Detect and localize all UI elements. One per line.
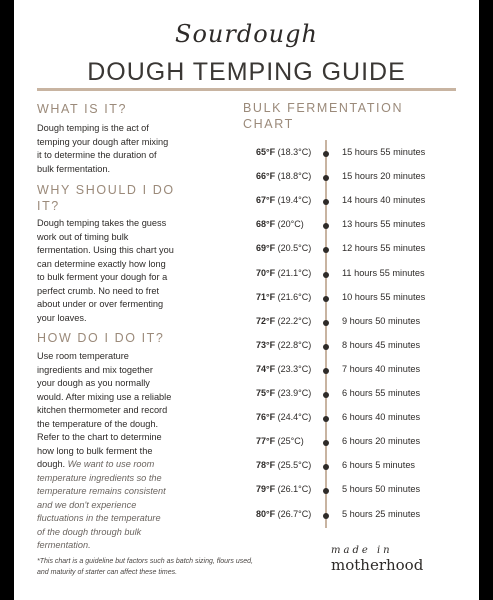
how-italic-line: fermentation. — [37, 540, 91, 550]
chart-row — [242, 268, 472, 282]
what-line: it to determine the duration of — [37, 150, 157, 160]
chart-row — [242, 509, 472, 523]
how-line: Refer to the chart to determine — [37, 432, 162, 442]
why-heading-line: WHY SHOULD I DO — [37, 183, 175, 197]
what-line: bulk fermentation. — [37, 163, 111, 174]
chart-row — [242, 388, 472, 402]
temp-celsius: (25°C) — [277, 436, 304, 447]
row-temperature — [256, 340, 311, 350]
row-duration: 7 hours 40 minutes — [342, 363, 421, 374]
chart-heading-line: CHART — [243, 117, 294, 131]
brand-logo-bottom: motherhood — [331, 556, 424, 574]
chart-row — [242, 340, 472, 354]
timeline-dot — [323, 320, 329, 326]
why-body — [37, 217, 237, 325]
temp-fahrenheit: 77°F — [256, 436, 276, 447]
why-heading-line: IT? — [37, 199, 60, 213]
row-temperature — [256, 219, 304, 229]
temp-fahrenheit: 65°F — [256, 147, 276, 157]
temp-fahrenheit: 66°F — [256, 171, 276, 182]
timeline-dot — [323, 296, 329, 302]
how-line: your dough as you normally — [37, 378, 150, 388]
timeline-dot — [323, 440, 329, 446]
chart-row — [242, 364, 472, 378]
chart-row — [242, 292, 472, 306]
temp-fahrenheit: 72°F — [256, 315, 276, 326]
temp-celsius: (22.8°C) — [277, 339, 312, 350]
what-line: temping your dough after mixing — [37, 136, 169, 147]
row-temperature — [256, 147, 311, 157]
temp-fahrenheit: 68°F — [256, 219, 276, 230]
chart-row — [242, 412, 472, 426]
chart-row — [242, 436, 472, 450]
temp-fahrenheit: 70°F — [256, 267, 276, 278]
why-line: perfect crumb. No need to fret — [37, 285, 160, 296]
timeline-dot — [323, 344, 329, 350]
temp-fahrenheit: 71°F — [256, 291, 276, 302]
chart-row — [242, 195, 472, 209]
timeline-dot — [323, 416, 329, 422]
how-plain-end: dough. — [37, 459, 66, 469]
row-duration: 5 hours 50 minutes — [342, 484, 421, 495]
row-duration: 15 hours 55 minutes — [342, 147, 426, 157]
timeline-dot — [323, 272, 329, 278]
how-line-mixed — [37, 458, 237, 472]
chart-row — [242, 460, 472, 474]
chart-row — [242, 316, 472, 330]
how-italic-note: We want to use room — [65, 459, 155, 469]
row-duration: 15 hours 20 minutes — [342, 171, 426, 182]
timeline-dot — [323, 368, 329, 374]
timeline-dot — [323, 392, 329, 398]
why-line: fermentation. Using this chart you — [37, 245, 174, 255]
row-duration: 13 hours 55 minutes — [342, 219, 426, 230]
timeline-dot — [323, 464, 329, 470]
temp-fahrenheit: 73°F — [256, 339, 276, 350]
temp-celsius: (22.2°C) — [277, 315, 312, 326]
temp-celsius: (23.3°C) — [277, 363, 312, 374]
temp-fahrenheit: 80°F — [256, 508, 276, 519]
row-duration: 9 hours 50 minutes — [342, 315, 421, 326]
row-temperature — [256, 268, 311, 278]
how-italic-line: temperature ingredients so the — [37, 472, 162, 483]
timeline-dot — [323, 175, 329, 181]
row-duration: 6 hours 55 minutes — [342, 388, 421, 398]
row-duration: 5 hours 25 minutes — [342, 508, 421, 519]
brand-logo-top: made in — [331, 545, 393, 556]
why-line: Dough temping takes the guess — [37, 218, 167, 228]
chart-row — [242, 243, 472, 257]
row-duration: 12 hours 55 minutes — [342, 243, 426, 254]
temp-celsius: (21.1°C) — [277, 267, 312, 278]
temp-celsius: (24.4°C) — [277, 412, 312, 423]
how-line: would. After mixing use a reliable — [37, 391, 172, 402]
timeline-dot — [323, 488, 329, 494]
temp-celsius: (26.1°C) — [277, 484, 312, 495]
row-temperature — [256, 388, 311, 398]
how-line: Use room temperature — [37, 351, 129, 361]
temp-celsius: (26.7°C) — [277, 508, 312, 519]
what-body — [37, 122, 237, 176]
row-duration: 14 hours 40 minutes — [342, 195, 426, 206]
temp-fahrenheit: 76°F — [256, 412, 276, 423]
footnote — [37, 556, 327, 578]
script-title: Sourdough — [175, 20, 318, 48]
how-line: kitchen thermometer and record — [37, 405, 168, 415]
row-temperature — [256, 484, 311, 494]
how-italic-line: of the dough through bulk — [37, 526, 142, 537]
page-title: DOUGH TEMPING GUIDE — [87, 58, 406, 86]
row-temperature — [256, 436, 304, 446]
temp-fahrenheit: 74°F — [256, 363, 276, 374]
temp-fahrenheit: 75°F — [256, 388, 276, 398]
row-temperature — [256, 509, 311, 519]
footnote-line: and maturity of starter can affect these times. — [37, 569, 178, 576]
how-line: how long to bulk ferment the — [37, 445, 153, 456]
chart-heading-line: BULK FERMENTATION — [243, 101, 404, 115]
row-temperature — [256, 195, 311, 205]
chart-heading — [243, 100, 443, 132]
temp-celsius: (23.9°C) — [277, 388, 312, 398]
how-heading: HOW DO I DO IT? — [37, 331, 165, 345]
what-line: Dough temping is the act of — [37, 123, 149, 133]
how-line: ingredients and mix together — [37, 364, 153, 375]
how-body — [37, 350, 237, 553]
chart-row — [242, 171, 472, 185]
row-temperature — [256, 292, 311, 302]
temp-celsius: (20.5°C) — [277, 243, 312, 254]
why-line: can determine exactly how long — [37, 258, 166, 269]
temp-celsius: (18.3°C) — [277, 147, 312, 157]
row-duration: 6 hours 20 minutes — [342, 436, 421, 447]
why-line: your loaves. — [37, 312, 87, 323]
footnote-line: *This chart is a guideline but factors such as batch sizing, flours used, — [37, 558, 253, 565]
row-duration: 10 hours 55 minutes — [342, 291, 426, 302]
row-duration: 8 hours 45 minutes — [342, 339, 421, 350]
why-line: work out of timing bulk — [37, 231, 129, 242]
row-temperature — [256, 243, 311, 253]
row-temperature — [256, 171, 311, 181]
chart-row — [242, 147, 472, 161]
chart-row — [242, 484, 472, 498]
how-italic-line: fluctuations in the temperature — [37, 513, 161, 523]
why-heading — [37, 182, 237, 214]
timeline-dot — [323, 199, 329, 205]
how-italic-line: temperature remains consistent — [37, 486, 166, 496]
temp-fahrenheit: 67°F — [256, 195, 276, 206]
temp-fahrenheit: 79°F — [256, 484, 276, 495]
temp-celsius: (21.6°C) — [277, 291, 312, 302]
timeline-dot — [323, 513, 329, 519]
why-line: to bulk ferment your dough for a — [37, 272, 168, 282]
temp-fahrenheit: 78°F — [256, 460, 276, 471]
how-italic-line: and we don't experience — [37, 499, 137, 510]
row-duration: 6 hours 5 minutes — [342, 460, 416, 471]
row-duration: 11 hours 55 minutes — [342, 267, 425, 278]
row-temperature — [256, 316, 311, 326]
timeline-dot — [323, 247, 329, 253]
row-duration: 6 hours 40 minutes — [342, 412, 421, 423]
guide-page — [14, 0, 479, 600]
why-line: about under or over fermenting — [37, 299, 164, 309]
row-temperature — [256, 412, 311, 422]
timeline-dot — [323, 151, 329, 157]
row-temperature — [256, 460, 311, 470]
temp-celsius: (19.4°C) — [277, 195, 312, 206]
temp-fahrenheit: 69°F — [256, 243, 276, 254]
row-temperature — [256, 364, 311, 374]
temp-celsius: (25.5°C) — [277, 460, 312, 471]
timeline-dot — [323, 223, 329, 229]
how-line: the temperature of the dough. — [37, 418, 159, 429]
temp-celsius: (20°C) — [277, 219, 304, 230]
chart-row — [242, 219, 472, 233]
title-divider — [37, 88, 456, 91]
temp-celsius: (18.8°C) — [277, 171, 312, 182]
what-heading: WHAT IS IT? — [37, 102, 128, 116]
